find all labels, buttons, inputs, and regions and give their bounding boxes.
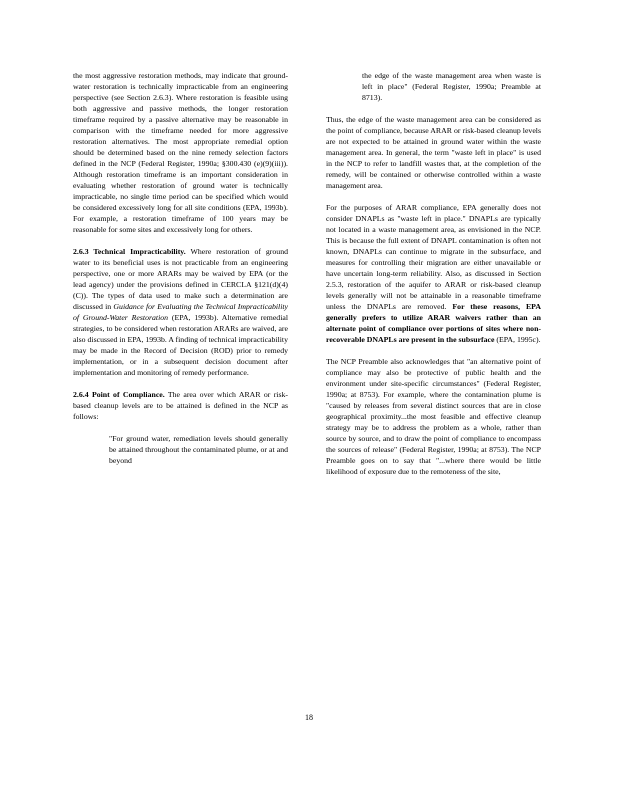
ncp-quote-start: "For ground water, remediation levels should generally be attained throughout the contaminated plume, or at and beyond [109,434,288,465]
ti-text-a: Where restoration of ground water to its beneficial uses is not practicable from an engineering perspective, one or more ARARs may be waived by EPA (or the lead agency) under the provisions defined in CERCLA §121(d)(4)(C)). The types of data used to make such a determination are discussed in [73,247,288,311]
section-2-6-3-heading: 2.6.3 Technical Impracticability. [73,247,186,256]
ti-guidance-title: Guidance for Evaluating the Technical Impracticability of Ground-Water Restoration [73,302,288,322]
point-of-compliance-paragraph [73,389,288,422]
ncp-preamble-paragraph: The NCP Preamble also acknowledges that "an alternative point of compliance may also be protective of public health and the environment under site-specific circumstances" (Federal Register, 1990a; at 8753). For example, where the contamination plume is "caused by releases from several distinct sources that are in close geographical proximity...the most feasible and effective cleanup strategy may be to address the problem as a whole, rather than source by source, and to draw the point of compliance to encompass the sources of release" (Federal Register, 1990a; at 8753). The NCP Preamble goes on to say that "...where there would be little likelihood of exposure due to the remoteness of the site, [326,357,541,476]
restoration-timeframe-paragraph: the most aggressive restoration methods, may indicate that ground-water restoration is technically impracticable from an engineering perspective (see Section 2.6.3). Where restoration is feasible using both aggressive and passive methods, the longer restoration timeframe required by a passive alternative may be reasonable in comparison with the timeframe needed for more aggressive restoration alternatives. The most appropriate remedial option should be determined based on the nine remedy selection factors defined in the NCP (Federal Register, 1990a; §300.430 (e)(9)(iii)). Although restoration timeframe is an important consideration in evaluating whether restoration of ground water is technically impracticable, no single time period can be specified which would be considered excessively long for all site conditions (EPA, 1993b). For example, a restoration timeframe of 100 years may be reasonable for some sites and excessively long for others. [73,71,288,234]
dnapl-text-a: For the purposes of ARAR compliance, EPA generally does not consider DNAPLs as "waste left in place." DNAPLs are typically not located in a waste management area, as envisioned in the NCP. This is because the full extent of DNAPL contamination is often not known, DNAPLs can continue to migrate in the subsurface, and measures for controlling their migration are either unavailable or have uncertain long-term reliability. Also, as discussed in Section 2.5.3, restoration of the aquifer to ARAR or risk-based cleanup levels generally will not be attainable in a reasonable timeframe unless the DNAPLs are removed. [326,203,541,311]
dnapl-text-b: (EPA, 1995c). [494,335,541,344]
ncp-quote-end: the edge of the waste management area when waste is left in place" (Federal Register, 1990a; Preamble at 8713). [362,71,541,102]
left-column [73,70,288,477]
page-number: 18 [305,713,313,722]
dnapl-bold-statement: For these reasons, EPA generally prefers to utilize ARAR waivers rather than an alternate point of compliance over portions of sites where non-recoverable DNAPLs are present in the subsurface [326,302,541,344]
technical-impracticability-paragraph [73,246,288,378]
right-column [326,70,541,488]
poc-text-a: The area over which ARAR or risk-based cleanup levels are to be attained is defined in the NCP as follows: [73,390,288,421]
ti-text-b: (EPA, 1993b). Alternative remedial strategies, to be considered when restoration ARARs are waived, are also discussed in EPA, 1993b. A finding of technical impracticability may be made in the Record of Decision (ROD) prior to remedy implementation, or in a subsequent decision document after implementation and monitoring of remedy performance. [73,313,288,377]
dnapl-arar-paragraph [326,202,541,345]
waste-left-in-place-paragraph: Thus, the edge of the waste management area can be considered as the point of compliance, because ARAR or risk-based cleanup levels are not expected to be attained in ground water within the waste management area. In general, the term "waste left in place" is used in the NCP to refer to landfill wastes that, at the completion of the remedy, will be contained or otherwise controlled within a waste management area. [326,115,541,190]
section-2-6-4-heading: 2.6.4 Point of Compliance. [73,390,165,399]
